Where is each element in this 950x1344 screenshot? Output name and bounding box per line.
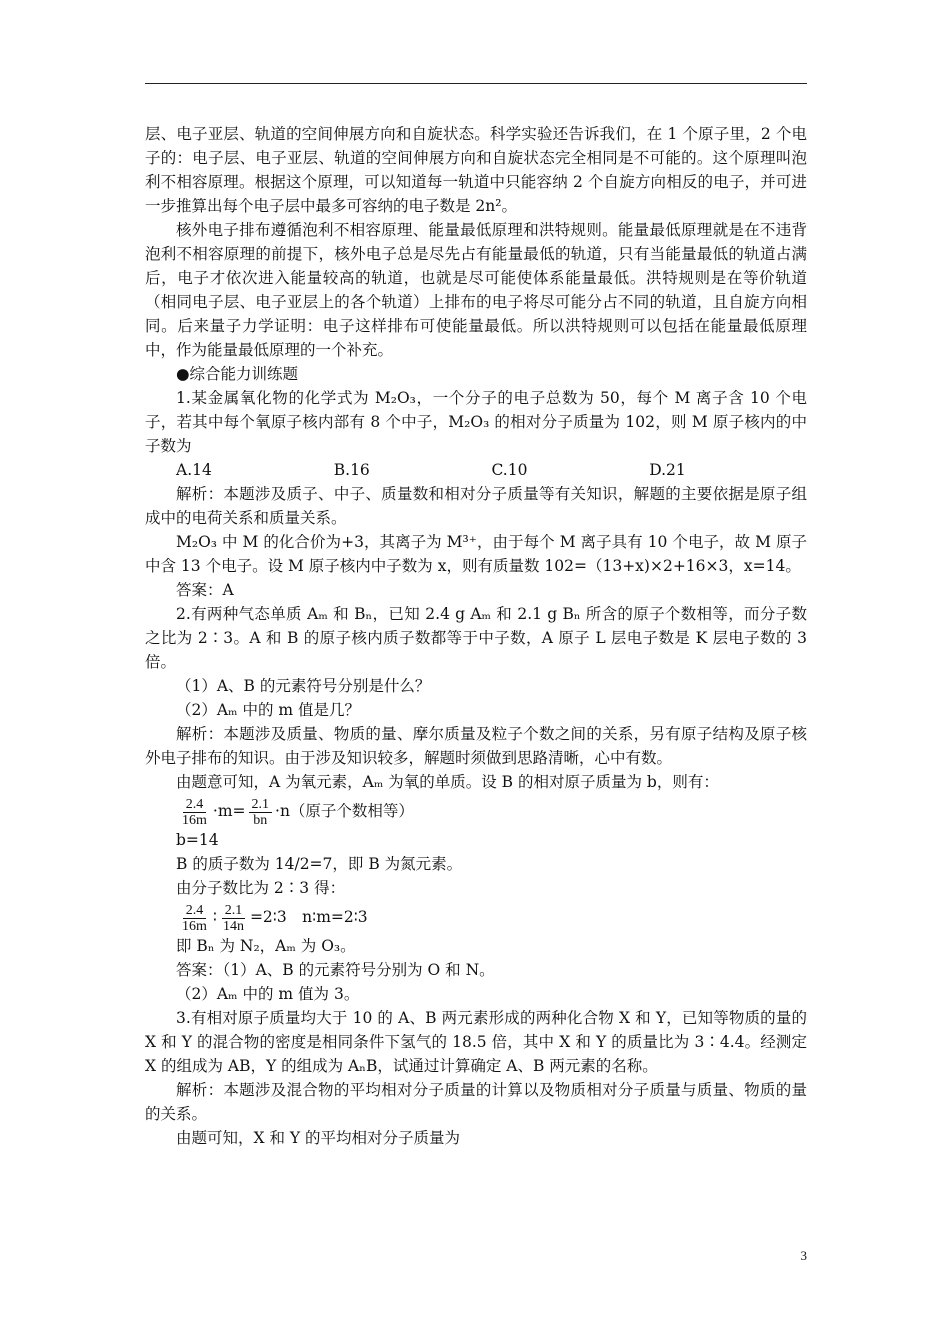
q2-sub2: （2）Aₘ 中的 m 值是几？ bbox=[176, 701, 361, 719]
q1-analysis: 解析：本题涉及质子、中子、质量数和相对分子质量等有关知识，解题的主要依据是原子组成中的电荷关系和质量关系。 bbox=[145, 485, 807, 527]
paragraph-electron-rules: 核外电子排布遵循泡利不相容原理、能量最低原理和洪特规则。能量最低原理就是在不违背泡利不相容原理的前提下，核外电子总是尽先占有能量最低的轨道，只有当能量最低的轨道占满后，电子才依次进入能量较高的轨道，也就是尽可能使体系能量最低。洪特规则是在等价轨道（相同电子层、电子亚层上的各个轨道）上排布的电子将尽可能分占不同的轨道，且自旋方向相同。后来量子力学证明：电子这样排布可使能量最低。所以洪特规则可以包括在能量最低原理中，作为能量最低原理的一个补充。 bbox=[145, 221, 807, 359]
document-body bbox=[145, 122, 807, 1150]
q1-options bbox=[145, 458, 807, 482]
q2-b-value: b=14 bbox=[176, 831, 219, 849]
q2-formula-2: $\frac{2.4}{16m}$ ∶ $\frac{2.1}{14n}$ =2∶3 n∶m=2∶3 bbox=[145, 900, 807, 934]
fraction: $\frac{2.4}{16m}$ bbox=[182, 796, 207, 828]
q1-option-b: B.16 bbox=[333, 461, 370, 479]
q1-option-a: A.14 bbox=[176, 461, 212, 479]
fraction: $\frac{2.4}{16m}$ bbox=[182, 902, 207, 934]
q1-option-d: D.21 bbox=[649, 461, 686, 479]
q2-answer2: （2）Aₘ 中的 m 值为 3。 bbox=[176, 985, 360, 1003]
fraction: $\frac{2.1}{bn}$ bbox=[249, 797, 273, 828]
q2-formula-1: $\frac{2.4}{16m}$ ·m= $\frac{2.1}{bn}$ ·n（原子个数相等） bbox=[145, 794, 807, 828]
q2-work1: 由题意可知，A 为氧元素，Aₘ 为氧的单质。设 B 的相对原子质量为 b，则有： bbox=[176, 773, 719, 791]
q1-stem: 1.某金属氧化物的化学式为 M₂O₃，一个分子的电子总数为 50，每个 M 离子含 10 个电子，若其中每个氧原子核内部有 8 个中子，M₂O₃ 的相对分子质量为 102，则 M 原子核内的中子数为 bbox=[145, 389, 807, 455]
q2-work2: B 的质子数为 14/2=7，即 B 为氮元素。 bbox=[176, 855, 463, 873]
q2-answer1: 答案：（1）A、B 的元素符号分别为 O 和 N。 bbox=[176, 961, 495, 979]
header-rule bbox=[145, 83, 807, 84]
q2-stem: 2.有两种气态单质 Aₘ 和 Bₙ，已知 2.4 g Aₘ 和 2.1 g Bₙ 所含的原子个数相等，而分子数之比为 2∶3。A 和 B 的原子核内质子数都等于中子数，A 原子 L 层电子数是 K 层电子数的 3 倍。 bbox=[145, 605, 807, 671]
q2-work4: 即 Bₙ 为 N₂，Aₘ 为 O₃。 bbox=[176, 937, 356, 955]
q1-option-c: C.10 bbox=[491, 461, 528, 479]
q2-sub1: （1）A、B 的元素符号分别是什么？ bbox=[176, 677, 431, 695]
q3-analysis: 解析：本题涉及混合物的平均相对分子质量的计算以及物质相对分子质量与质量、物质的量的关系。 bbox=[145, 1081, 807, 1123]
q1-answer: 答案：A bbox=[176, 581, 234, 599]
q2-work3: 由分子数比为 2∶3 得： bbox=[176, 879, 346, 897]
page-number: 3 bbox=[800, 1248, 807, 1263]
q1-work: M₂O₃ 中 M 的化合价为+3，其离子为 M³⁺，由于每个 M 离子具有 10 个电子，故 M 原子中含 13 个电子。设 M 原子核内中子数为 x，则有质量数 102=（13+x)×2+16×3，x=14。 bbox=[145, 533, 807, 575]
fraction: $\frac{2.1}{14n}$ bbox=[222, 902, 244, 934]
paragraph-pauli: 层、电子亚层、轨道的空间伸展方向和自旋状态。科学实验还告诉我们，在 1 个原子里，2 个电子的：电子层、电子亚层、轨道的空间伸展方向和自旋状态完全相同是不可能的。这个原理叫泡利不相容原理。根据这个原理，可以知道每一轨道中只能容纳 2 个自旋方向相反的电子，并可进一步推算出每个电子层中最多可容纳的电子数是 2n²。 bbox=[145, 125, 807, 215]
q3-stem: 3.有相对原子质量均大于 10 的 A、B 两元素形成的两种化合物 X 和 Y，已知等物质的量的 X 和 Y 的混合物的密度是相同条件下氢气的 18.5 倍，其中 X 和 Y 的质量比为 3∶4.4。经测定 X 的组成为 AB，Y 的组成为 AₙB，试通过计算确定 A、B 两元素的名称。 bbox=[145, 1009, 807, 1075]
q3-work: 由题可知，X 和 Y 的平均相对分子质量为 bbox=[176, 1129, 461, 1147]
q2-analysis: 解析：本题涉及质量、物质的量、摩尔质量及粒子个数之间的关系，另有原子结构及原子核外电子排布的知识。由于涉及知识较多，解题时须做到思路清晰，心中有数。 bbox=[145, 725, 807, 767]
section-title: ●综合能力训练题 bbox=[176, 365, 299, 383]
